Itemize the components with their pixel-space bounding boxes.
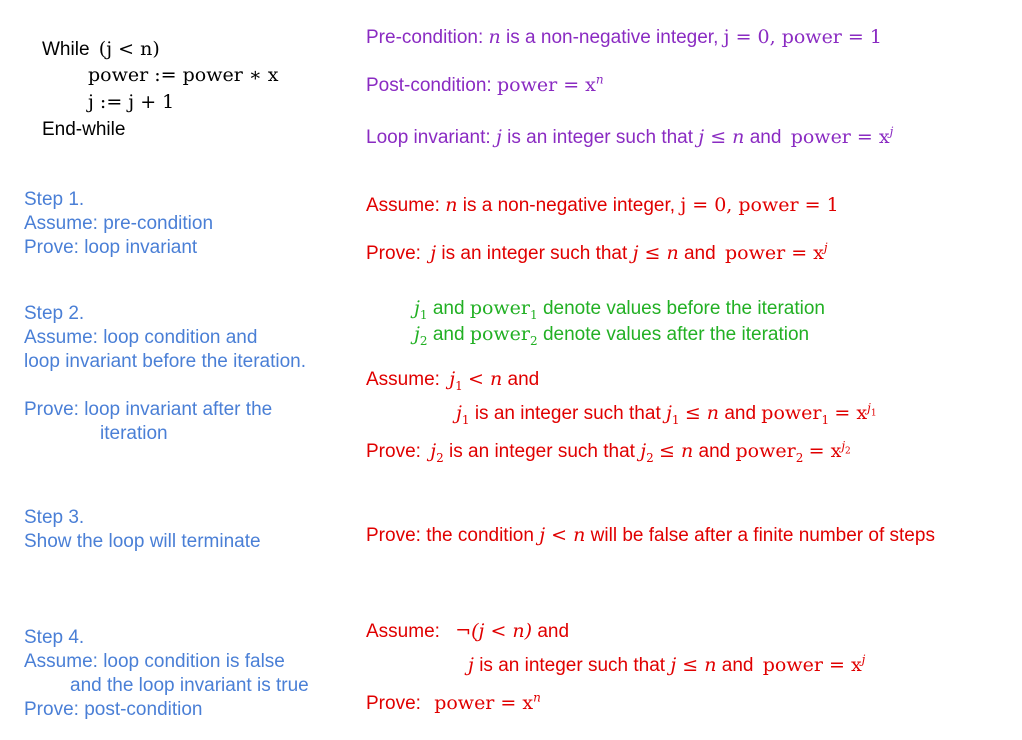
r1-assume-label: Assume: bbox=[366, 195, 440, 216]
r2-l2-sub: 1 bbox=[461, 412, 470, 427]
r2-cond-rest: < n bbox=[468, 368, 503, 390]
r4-assume-line bbox=[366, 619, 569, 644]
g2-psub: 2 bbox=[530, 333, 538, 348]
step4-title: Step 4. bbox=[24, 627, 85, 648]
step4-prove: Prove: post-condition bbox=[24, 699, 203, 720]
r1-exp: j bbox=[823, 240, 828, 255]
r1-math: j = 0, power = 1 bbox=[680, 194, 839, 216]
r4-invariant-line bbox=[468, 653, 865, 678]
r2-prove-line bbox=[366, 439, 851, 464]
g1-line bbox=[414, 296, 825, 321]
r2-l2-text: is an integer such that bbox=[474, 403, 661, 424]
step2-assume-1: Assume: loop condition and bbox=[24, 327, 258, 348]
step2-prove-1: Prove: loop invariant after the bbox=[24, 399, 273, 420]
g1-text: denote values before the iteration bbox=[542, 298, 825, 319]
r1-le: j ≤ n bbox=[632, 242, 679, 264]
r2-assume-line bbox=[366, 367, 539, 392]
r4-pow: power = x bbox=[762, 654, 862, 676]
r2-p-psub: 2 bbox=[795, 450, 804, 465]
r2-l2-pow: power bbox=[761, 402, 822, 424]
r2-p-text: is an integer such that bbox=[449, 441, 635, 462]
r2-p-exp: j bbox=[841, 438, 846, 453]
r4-prove-line bbox=[366, 691, 541, 716]
post-math: power = x bbox=[496, 74, 596, 96]
r2-l2-sub2: 1 bbox=[671, 412, 680, 427]
inv-text: is an integer such that bbox=[507, 127, 694, 148]
r4-pmath: power = x bbox=[434, 692, 534, 714]
r4-le: j ≤ n bbox=[670, 654, 717, 676]
r2-l2-psub: 1 bbox=[821, 412, 830, 427]
r2-p-eq: = x bbox=[808, 440, 842, 462]
step1-assume: Assume: pre-condition bbox=[24, 213, 214, 234]
r2-p-j: j bbox=[430, 440, 437, 462]
r2-p-expsub: 2 bbox=[845, 446, 851, 457]
g1-and: and bbox=[432, 298, 465, 319]
inv-exp: j bbox=[889, 124, 894, 139]
step1-prove: Prove: loop invariant bbox=[24, 237, 198, 258]
r2-invariant-line bbox=[456, 401, 877, 426]
step2-prove-2: iteration bbox=[100, 423, 168, 444]
while-keyword: While bbox=[42, 39, 90, 60]
r2-l2-exp: j bbox=[867, 400, 871, 415]
step1-title: Step 1. bbox=[24, 189, 85, 210]
r2-prove-label: Prove: bbox=[366, 441, 421, 462]
post-exp: n bbox=[595, 72, 604, 87]
r1-n: n bbox=[445, 194, 458, 216]
r2-p-exp-wrap bbox=[841, 438, 851, 457]
inv-and: and bbox=[749, 127, 782, 148]
pre-n: n bbox=[488, 26, 501, 48]
code-line-power: power := power ∗ x bbox=[88, 64, 279, 86]
r2-l2-and: and bbox=[724, 403, 757, 424]
r2-cond-sub: 1 bbox=[455, 378, 463, 393]
g2-line bbox=[414, 322, 809, 347]
g2-and: and bbox=[432, 324, 465, 345]
step2-assume-2: loop invariant before the iteration. bbox=[24, 351, 307, 372]
r2-p-j2: j bbox=[640, 440, 647, 462]
g1-sub: 1 bbox=[419, 307, 428, 322]
step3-show: Show the loop will terminate bbox=[24, 531, 261, 552]
pre-text: is a non-negative integer, bbox=[506, 27, 719, 48]
step4-assume-1: Assume: loop condition is false bbox=[24, 651, 285, 672]
g1-j: j bbox=[414, 297, 420, 319]
r2-assume-label: Assume: bbox=[366, 369, 440, 390]
r4-exp: j bbox=[861, 652, 866, 667]
loop-invariant-line bbox=[366, 125, 893, 150]
r4-and2: and bbox=[721, 655, 754, 676]
g2-pow: power bbox=[469, 323, 531, 345]
post-condition-line bbox=[366, 73, 604, 98]
g2-sub: 2 bbox=[419, 333, 428, 348]
r1-prove-line bbox=[366, 241, 828, 266]
r4-math: ¬(j < n) bbox=[455, 620, 533, 642]
r4-assume-label: Assume: bbox=[366, 621, 440, 642]
r4-text: is an integer such that bbox=[479, 655, 666, 676]
post-condition-label: Post-condition: bbox=[366, 75, 492, 96]
r4-prove-label: Prove: bbox=[366, 693, 421, 714]
r4-and: and bbox=[537, 621, 570, 642]
r2-cond-j: j bbox=[449, 368, 456, 390]
pre-condition-line bbox=[366, 25, 882, 50]
r3-text1: Prove: the condition bbox=[366, 525, 534, 546]
inv-pow: power = x bbox=[790, 126, 890, 148]
r1-and: and bbox=[683, 243, 716, 264]
r2-l2-eq: = x bbox=[834, 402, 868, 424]
step3-title: Step 3. bbox=[24, 507, 85, 528]
g2-text: denote values after the iteration bbox=[542, 324, 810, 345]
r4-pexp: n bbox=[533, 690, 541, 705]
inv-le: j ≤ n bbox=[698, 126, 745, 148]
r1-text2: is an integer such that bbox=[441, 243, 628, 264]
r2-p-le: ≤ n bbox=[659, 440, 694, 462]
r2-l2-j: j bbox=[456, 402, 462, 424]
r3-math: j < n bbox=[539, 524, 586, 546]
r2-p-sub: 2 bbox=[436, 450, 444, 465]
r2-l2-expsub: 1 bbox=[870, 408, 877, 419]
code-line-increment: j := j + 1 bbox=[88, 91, 175, 113]
pre-math: j = 0, power = 1 bbox=[723, 26, 882, 48]
r2-and: and bbox=[507, 369, 540, 390]
r1-j: j bbox=[430, 242, 437, 264]
r2-p-pow: power bbox=[735, 440, 796, 462]
r1-assume-line bbox=[366, 193, 839, 218]
g2-j: j bbox=[414, 323, 420, 345]
r2-l2-j2: j bbox=[666, 402, 672, 424]
r1-text: is a non-negative integer, bbox=[462, 195, 676, 216]
r3-text2: will be false after a finite number of steps bbox=[590, 525, 935, 546]
loop-invariant-label: Loop invariant: bbox=[366, 127, 491, 148]
r4-j: j bbox=[468, 654, 474, 676]
code-end-while: End-while bbox=[42, 119, 126, 140]
step4-assume-2: and the loop invariant is true bbox=[70, 675, 309, 696]
g1-psub: 1 bbox=[530, 307, 538, 322]
r3-line bbox=[366, 523, 935, 548]
r2-l2-exp-wrap bbox=[867, 400, 877, 419]
r2-l2-le: ≤ n bbox=[684, 402, 720, 424]
g1-pow: power bbox=[469, 297, 531, 319]
inv-j: j bbox=[495, 126, 502, 148]
while-condition: (j < n) bbox=[98, 38, 160, 60]
step2-title: Step 2. bbox=[24, 303, 85, 324]
code-while-line bbox=[42, 37, 160, 62]
pre-condition-label: Pre-condition: bbox=[366, 27, 484, 48]
r1-pow: power = x bbox=[724, 242, 824, 264]
r2-p-and: and bbox=[698, 441, 731, 462]
r1-prove-label: Prove: bbox=[366, 243, 421, 264]
r2-p-sub2: 2 bbox=[646, 450, 654, 465]
